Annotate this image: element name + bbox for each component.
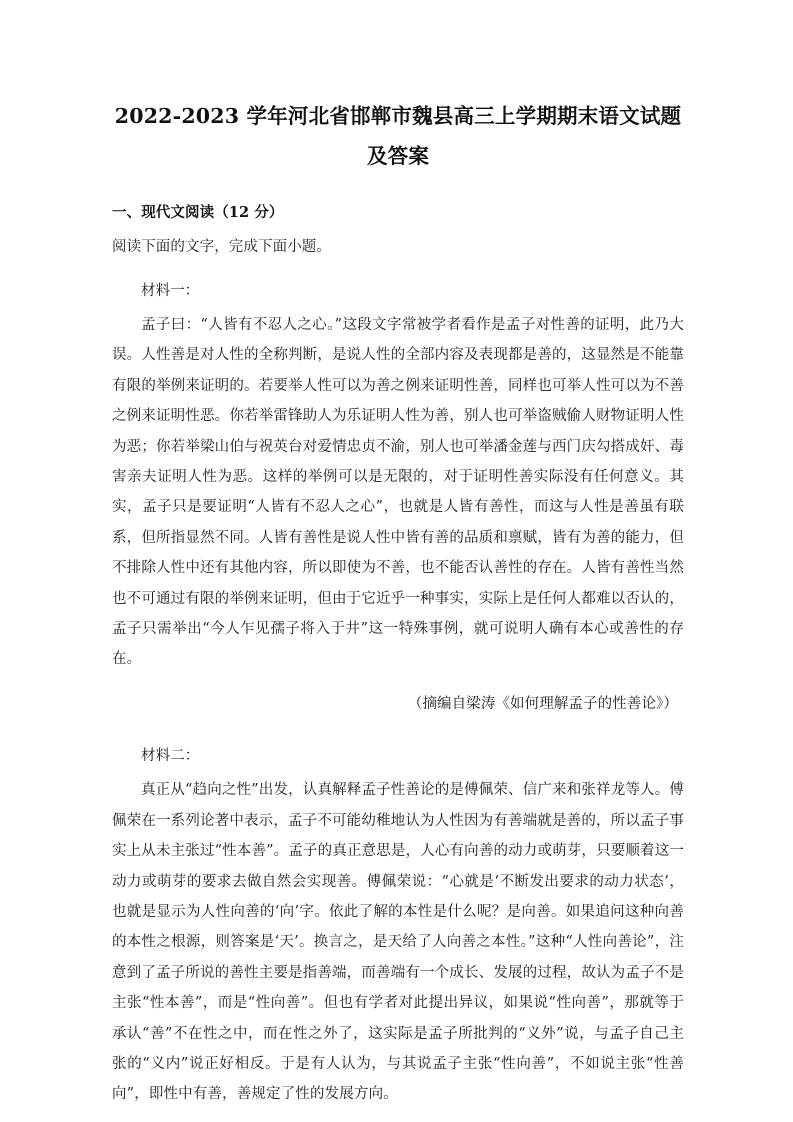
material-two-paragraph: 真正从“趋向之性”出发，认真解释孟子性善论的是傅佩荣、信广来和张祥龙等人。傅佩荣在一系列论著中表示，孟子不可能幼稚地认为人性因为有善端就是善的，所以孟子事实上从未主张过“性本善”。孟子的真正意思是，人心有向善的动力或萌芽，只要顺着这一动力或萌芽的要求去做自然会实现善。傅佩荣说：“心就是‘不断发出要求的动力状态’，也就是显示为人性向善的‘向’字。依此了解的本性是什么呢？是向善。如果追问这种向善的本性之根源，则答案是‘天’。换言之，是天给了人向善之本性。”这种“人性向善论”，注意到了孟子所说的善性主要是指善端，而善端有一个成长、发展的过程，故认为孟子不是主张“性本善”，而是“性向善”。但也有学者对此提出异议，如果说“性向善”，那就等于承认“善”不在性之中，而在性之外了，这实际是孟子所批判的“义外”说，与孟子自己主张的“义内”说正好相反。于是有人认为，与其说孟子主张“性向善”，不如说主张“性善向”，即性中有善，善规定了性的发展方向。 [112, 782, 684, 1103]
page-title-line-1: 2022-2023 学年河北省邯郸市魏县高三上学期期末语文试题 [114, 104, 682, 128]
lead-instruction: 阅读下面的文字，完成下面小题。 [112, 239, 331, 255]
attribution-spacer [112, 719, 684, 727]
material-one-attribution: （摘编自梁涛《如何理解孟子的性善论》） [407, 696, 678, 713]
page-title [112, 96, 684, 176]
page-content [112, 96, 684, 1122]
material-one-paragraph: 孟子曰：“人皆有不忍人之心。”这段文字常被学者看作是孟子对性善的证明，此乃大误。人性善是对人性的全称判断，是说人性的全部内容及表现都是善的，这显然是不能靠有限的举例来证明的。若要举人性可以为善之例来证明性善，同样也可举人性可以为不善之例来证明性恶。你若举雷锋助人为乐证明人性为善，别人也可举盗贼偷人财物证明人性为恶；你若举梁山伯与祝英台对爱情忠贞不渝，别人也可举潘金莲与西门庆勾搭成奸、毒害亲夫证明人性为恶。这样的举例可以是无限的，对于证明性善实际没有任何意义。其实，孟子只是要证明“人皆有不忍人之心”，也就是人皆有善性，而这与人性是善虽有联系，但所指显然不同。人皆有善性是说人性中皆有善的品质和禀赋，皆有为善的能力，但不排除人性中还有其他内容，所以即使为不善，也不能否认善性的存在。人皆有善性当然也不可通过有限的举例来证明，但由于它近乎一种事实，实际上是任何人都难以否认的，孟子只需举出“今人乍见孺子将入于井”这一特殊事例，就可说明人确有本心或善性的存在。 [112, 317, 684, 668]
section-heading-reading: 一、现代文阅读（12 分） [112, 204, 284, 221]
material-label-one: 材料一： [141, 283, 200, 299]
material-label-two: 材料二： [141, 748, 200, 765]
page-title-line-2: 及答案 [366, 144, 430, 168]
